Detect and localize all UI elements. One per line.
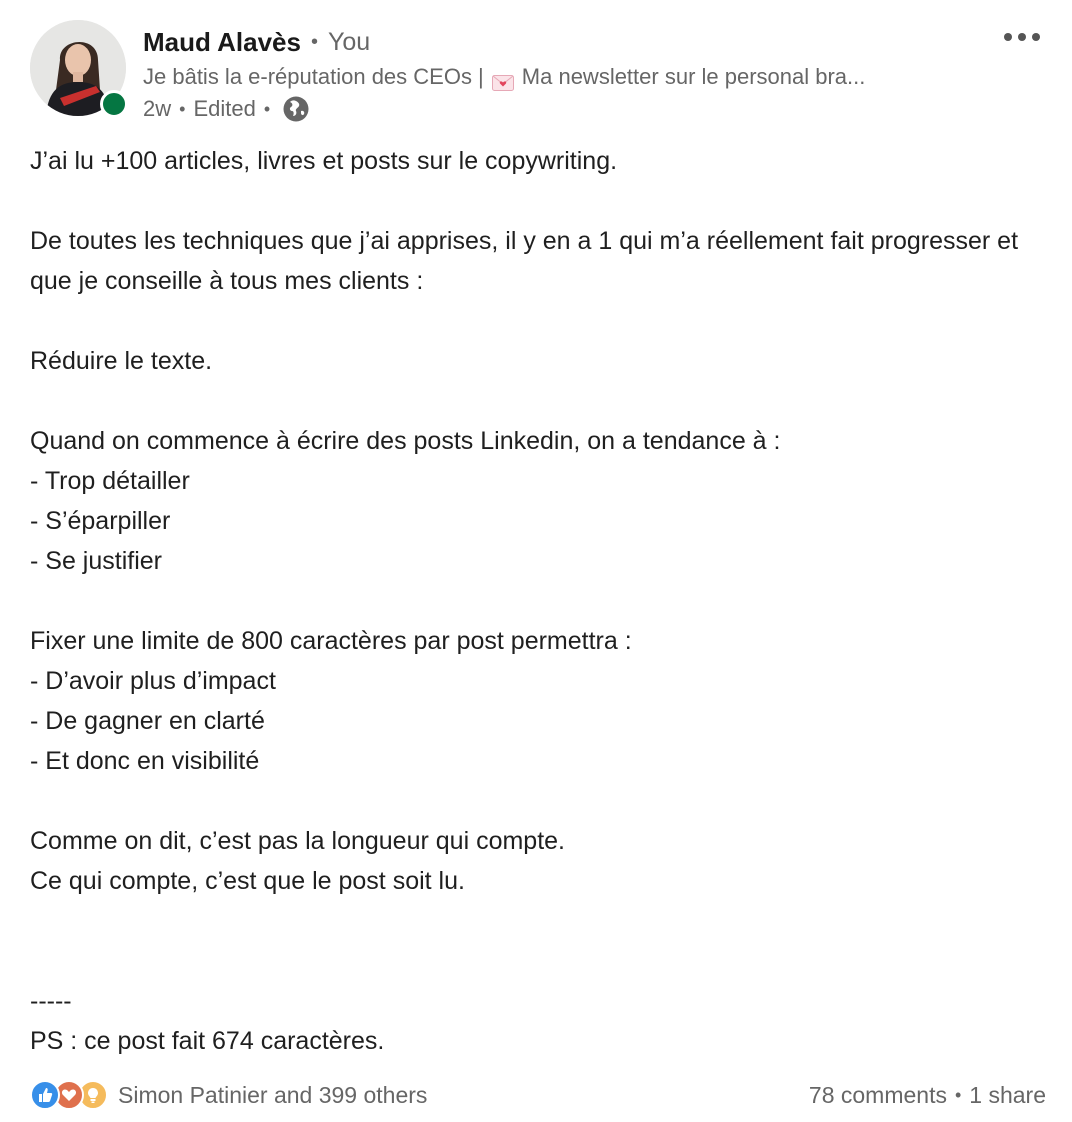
separator-dot: • xyxy=(310,30,318,53)
online-status-indicator xyxy=(100,90,128,118)
edited-label: Edited xyxy=(193,96,256,121)
more-options-button[interactable] xyxy=(996,22,1048,52)
post-paragraph: - D’avoir plus d’impact xyxy=(30,667,276,695)
like-reaction-icon xyxy=(30,1080,60,1110)
comments-count[interactable]: 78 comments xyxy=(808,1081,947,1108)
post-paragraph: Fixer une limite de 800 caractères par post permettra : xyxy=(30,627,632,655)
post-paragraph: Ce qui compte, c’est que le post soit lu. xyxy=(30,867,465,895)
separator-dot: • xyxy=(954,1084,962,1105)
post-paragraph: - Se justifier xyxy=(30,547,162,575)
author-name[interactable]: Maud Alavès xyxy=(143,26,301,57)
separator-dot: • xyxy=(179,98,186,119)
social-counts xyxy=(809,1078,1046,1112)
post-paragraph: Quand on commence à écrire des posts Linkedin, on a tendance à : xyxy=(30,427,781,455)
post-paragraph: ----- xyxy=(30,987,72,1015)
post-paragraph: PS : ce post fait 674 caractères. xyxy=(30,1027,385,1055)
connection-degree: You xyxy=(328,27,371,56)
headline-text-part2: Ma newsletter sur le personal bra... xyxy=(521,64,866,89)
post-paragraph: J’ai lu +100 articles, livres et posts sur le copywriting. xyxy=(30,147,618,175)
globe-icon xyxy=(282,95,310,123)
post-paragraph: - Trop détailler xyxy=(30,467,190,495)
dot-icon xyxy=(1032,33,1040,41)
author-line xyxy=(143,26,370,58)
avatar[interactable] xyxy=(30,20,126,116)
headline-text-part1: Je bâtis la e-réputation des CEOs | xyxy=(143,64,484,89)
post-paragraph xyxy=(30,301,1040,341)
dot-icon xyxy=(1018,33,1026,41)
post-text xyxy=(30,141,1040,1061)
love-letter-icon xyxy=(492,69,514,85)
post-paragraph: De toutes les techniques que j’ai apprises, il y en a 1 qui m’a réellement fait progresser et que je conseille à tous mes clients : xyxy=(30,227,1019,295)
reactions-summary[interactable] xyxy=(30,1078,427,1112)
post-paragraph: - S’éparpiller xyxy=(30,507,171,535)
post-paragraph: - De gagner en clarté xyxy=(30,707,265,735)
dot-icon xyxy=(1004,33,1012,41)
post-meta xyxy=(143,94,310,124)
post-paragraph: - Et donc en visibilité xyxy=(30,747,260,775)
author-headline xyxy=(143,62,973,92)
reaction-icons xyxy=(30,1079,110,1111)
post-paragraph xyxy=(30,581,1040,621)
post-paragraph: Réduire le texte. xyxy=(30,347,213,375)
post-paragraph xyxy=(30,941,1040,981)
post-paragraph xyxy=(30,901,1040,941)
post-paragraph xyxy=(30,381,1040,421)
post-paragraph: Comme on dit, c’est pas la longueur qui compte. xyxy=(30,827,565,855)
separator-dot: • xyxy=(263,98,271,119)
post-timestamp[interactable]: 2w xyxy=(143,96,172,121)
post-paragraph xyxy=(30,781,1040,821)
shares-count[interactable]: 1 share xyxy=(969,1081,1046,1108)
reactors-text: Simon Patinier and 399 others xyxy=(118,1081,428,1108)
post-paragraph xyxy=(30,181,1040,221)
